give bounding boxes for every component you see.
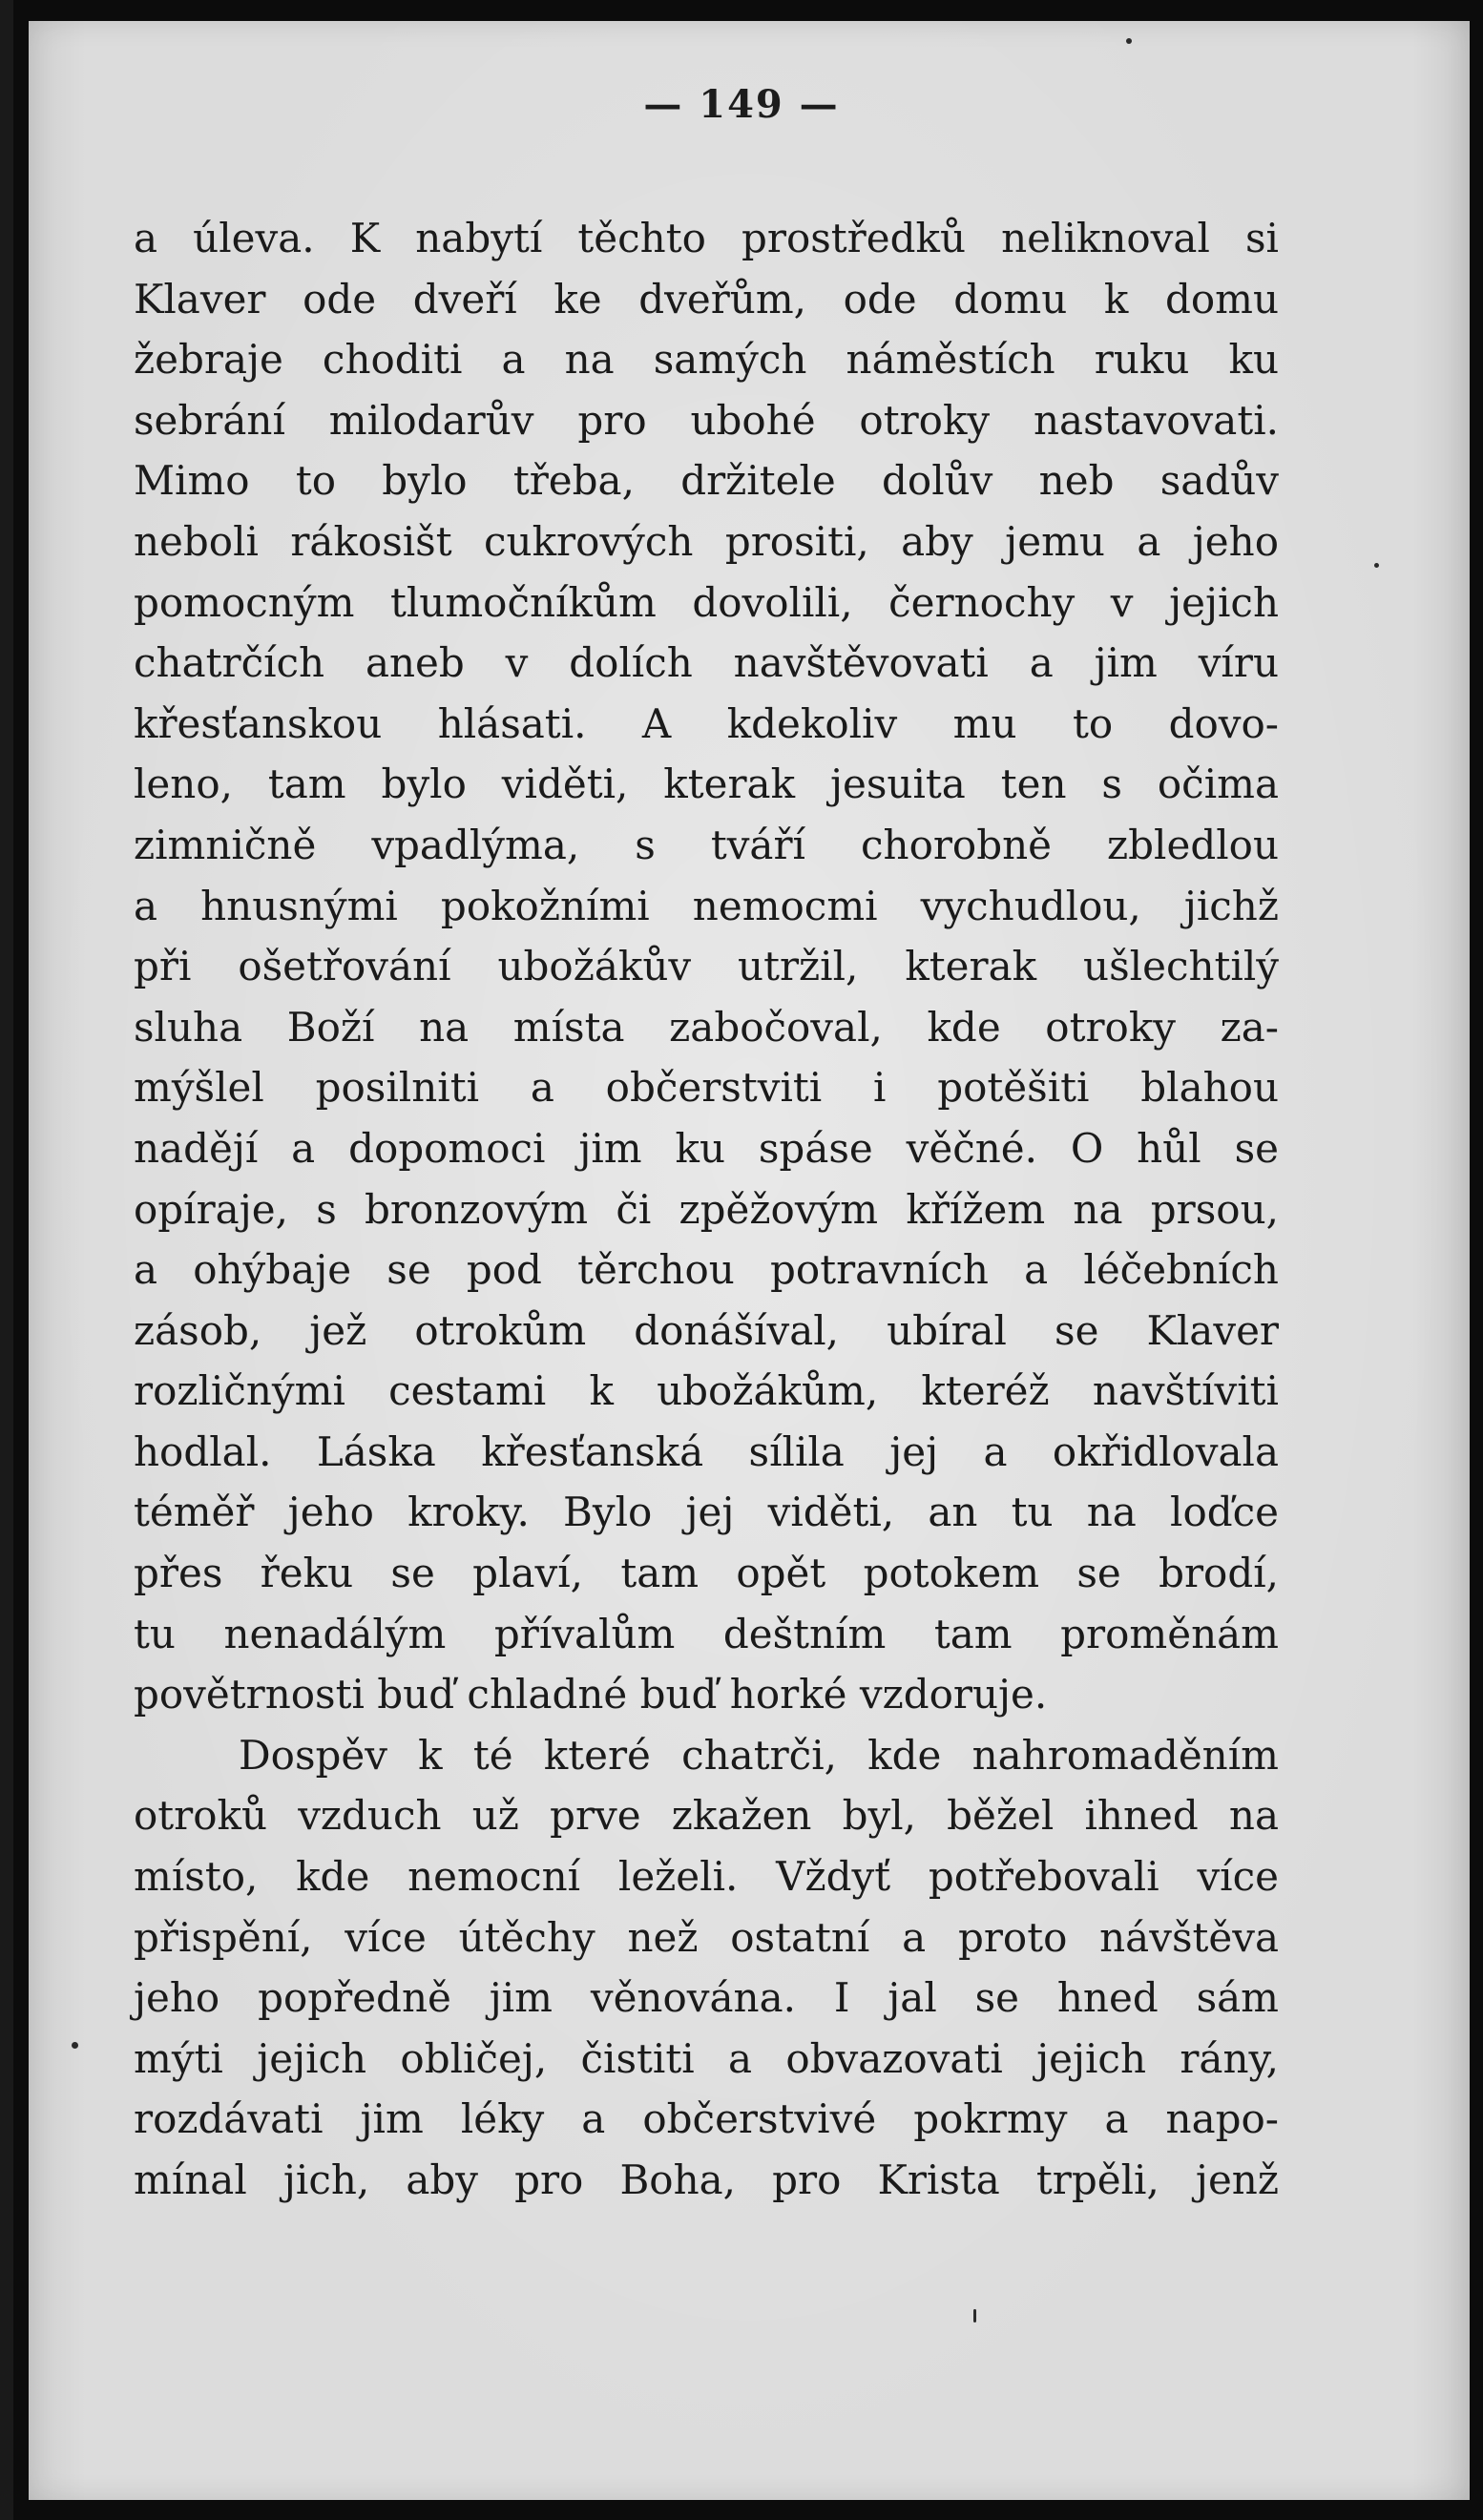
binding-edge <box>0 0 13 2520</box>
page-number: — 149 — <box>643 82 840 127</box>
paragraph-2 <box>134 1725 1279 2211</box>
text-line: leno, tam bylo viděti, kterak jesuita ten s očima <box>134 760 1279 808</box>
paragraph-1 <box>134 208 1279 1725</box>
text-line: povětrnosti buď chladné buď horké vzdoruje. <box>134 1671 1048 1718</box>
scan-speck <box>72 2042 78 2049</box>
text-line: hodlal. Láska křesťanská sílila jej a okřidlovala <box>134 1427 1279 1475</box>
text-line: mýti jejich obličej, čistiti a obvazovati jejich rány, <box>134 2034 1279 2082</box>
body-text <box>134 208 1279 2211</box>
text-line: křesťanskou hlásati. A kdekoliv mu to dovo- <box>134 699 1279 747</box>
text-line: a úleva. K nabytí těchto prostředků neliknoval si <box>134 215 1279 261</box>
text-line: mýšlel posilniti a občerstviti i potěšiti blahou <box>134 1064 1279 1112</box>
text-line: přes řeku se plaví, tam opět potokem se brodí, <box>134 1550 1279 1597</box>
scan-speck <box>1126 38 1132 44</box>
text-line: sluha Boží na místa zabočoval, kde otroky za- <box>134 1003 1279 1051</box>
text-line: při ošetřování ubožákův utržil, kterak ušlechtilý <box>134 943 1279 990</box>
text-line: jeho popředně jim věnována. I jal se hned sám <box>134 1974 1279 2022</box>
scan-speck <box>973 2309 976 2322</box>
text-line: mínal jich, aby pro Boha, pro Krista trpěli, jenž <box>134 2156 1279 2203</box>
text-line: Mimo to bylo třeba, držitele dolův neb sadův <box>134 457 1279 505</box>
text-line: zásob, jež otrokům donášíval, ubíral se Klaver <box>134 1306 1279 1354</box>
text-line: pomocným tlumočníkům dovolili, černochy v jejich <box>134 578 1279 626</box>
text-line: nadějí a dopomoci jim ku spáse věčné. O hůl se <box>134 1124 1279 1172</box>
text-line: neboli rákosišt cukrových prositi, aby jemu a jeho <box>134 517 1279 565</box>
text-line: rozdávati jim léky a občerstvivé pokrmy a napo- <box>134 2095 1279 2143</box>
text-line: Klaver ode dveří ke dveřům, ode domu k domu <box>134 275 1279 323</box>
text-line: zimničně vpadlýma, s tváří chorobně zbledlou <box>134 821 1279 868</box>
text-line: místo, kde nemocní leželi. Vždyť potřebovali více <box>134 1853 1279 1901</box>
text-line: opíraje, s bronzovým či zpěžovým křížem na prsou, <box>134 1185 1279 1233</box>
text-line: téměř jeho kroky. Bylo jej viděti, an tu na loďce <box>134 1489 1279 1536</box>
text-line: otroků vzduch už prve zkažen byl, běžel ihned na <box>134 1792 1279 1840</box>
text-line: chatrčích aneb v dolích navštěvovati a jim víru <box>134 639 1279 687</box>
text-line: a ohýbaje se pod těrchou potravních a léčebních <box>134 1246 1279 1294</box>
text-line: Dospěv k té které chatrči, kde nahromaděním <box>239 1731 1279 1779</box>
scan-speck <box>1374 563 1379 568</box>
text-line: žebraje choditi a na samých náměstích ruku ku <box>134 336 1279 384</box>
text-line: sebrání milodarův pro ubohé otroky nastavovati. <box>134 396 1279 444</box>
text-line: přispění, více útěchy než ostatní a proto návštěva <box>134 1913 1279 1961</box>
text-line: a hnusnými pokožními nemocmi vychudlou, jichž <box>134 882 1279 929</box>
text-line: rozličnými cestami k ubožákům, kteréž navštíviti <box>134 1367 1279 1415</box>
text-line: tu nenadálým přívalům deštním tam proměnám <box>134 1610 1279 1657</box>
